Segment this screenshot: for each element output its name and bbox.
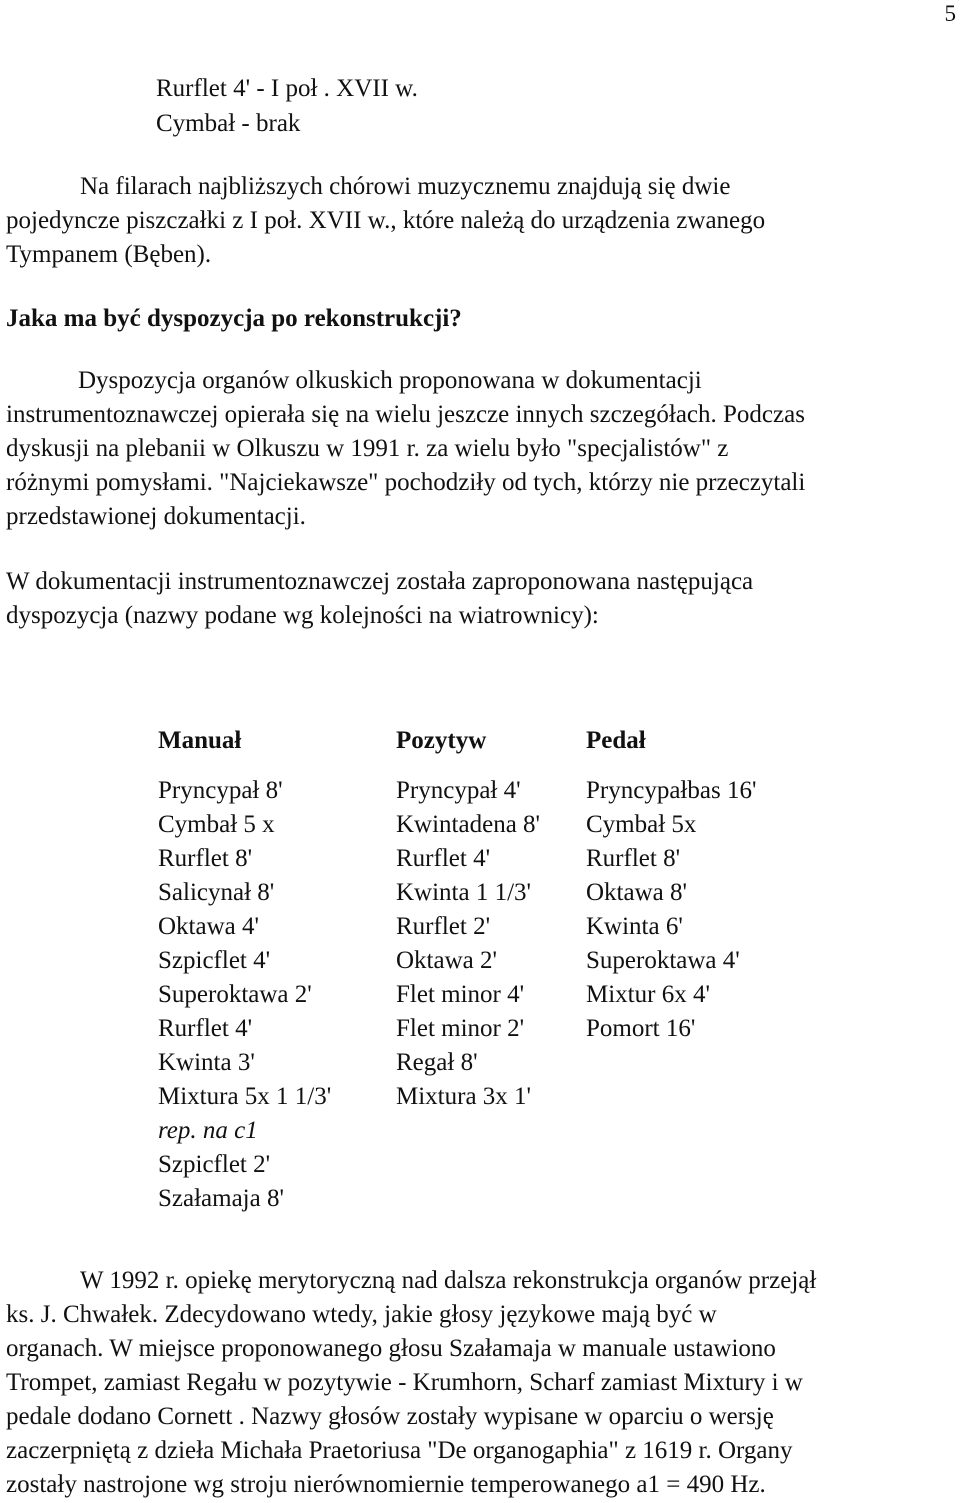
stop-item: Rurflet 8' [158, 845, 253, 872]
column-header-positive: Pozytyw [396, 727, 487, 754]
text-line: dyspozycja (nazwy podane wg kolejności na wiatrownicy): [6, 602, 599, 629]
text-line: przedstawionej dokumentacji. [6, 503, 306, 530]
text-line: pedale dodano Cornett . Nazwy głosów zostały wypisane w oparciu o wersję [6, 1403, 774, 1430]
column-positive [396, 724, 540, 1114]
stop-item: Flet minor 4' [396, 981, 525, 1008]
stop-item: Szałamaja 8' [158, 1185, 284, 1212]
text-line: Tympanem (Bęben). [6, 241, 212, 268]
text-line: Dyspozycja organów olkuskich proponowana w dokumentacji [78, 367, 702, 394]
stop-item: Pryncypałbas 16' [586, 777, 757, 804]
intro-line-2: Cymbał - brak [156, 110, 301, 137]
stop-item: Kwintadena 8' [396, 811, 541, 838]
stop-item: Rurflet 2' [396, 913, 491, 940]
text-line: zostały nastrojone wg stroju nierównomiernie temperowanego a1 = 490 Hz. [6, 1471, 766, 1498]
stop-item: Mixtura 5x 1 1/3' [158, 1083, 332, 1110]
stop-item: Szpicflet 4' [158, 947, 271, 974]
stop-item: Pryncypał 8' [158, 777, 283, 804]
column-header-manual: Manuał [158, 727, 242, 754]
stop-item: Kwinta 3' [158, 1049, 255, 1076]
column-header-pedal: Pedał [586, 727, 646, 754]
section-heading: Jaka ma być dyspozycja po rekonstrukcji? [6, 305, 462, 332]
text-line: Na filarach najbliższych chórowi muzycznemu znajdują się dwie [80, 173, 731, 200]
text-line: W 1992 r. opiekę merytoryczną nad dalsza rekonstrukcja organów przejął [80, 1267, 817, 1294]
repetition-note: rep. na c1 [158, 1117, 258, 1144]
stop-item: Superoktawa 2' [158, 981, 312, 1008]
stop-item: Rurflet 4' [396, 845, 491, 872]
text-line: Trompet, zamiast Regału w pozytywie - Krumhorn, Scharf zamiast Mixtury i w [6, 1369, 803, 1396]
text-line: zaczerpniętą z dzieła Michała Praetoriusa "De organogaphia" z 1619 r. Organy [6, 1437, 793, 1464]
text-line: instrumentoznawczej opierała się na wielu jeszcze innych szczegółach. Podczas [6, 401, 805, 428]
stop-item: Mixtur 6x 4' [586, 981, 710, 1008]
stop-item: Oktawa 4' [158, 913, 260, 940]
intro-line-1: Rurflet 4' - I poł . XVII w. [156, 75, 418, 102]
stop-item: Pomort 16' [586, 1015, 696, 1042]
stop-item: Superoktawa 4' [586, 947, 740, 974]
text-line: dyskusji na plebanii w Olkuszu w 1991 r. za wielu było "specjalistów" z [6, 435, 729, 462]
stop-item: Oktawa 2' [396, 947, 498, 974]
stop-item: Rurflet 4' [158, 1015, 253, 1042]
stop-item: Cymbał 5 x [158, 811, 275, 838]
stop-item: Kwinta 1 1/3' [396, 879, 532, 906]
stop-item: Flet minor 2' [396, 1015, 525, 1042]
text-line: ks. J. Chwałek. Zdecydowano wtedy, jakie głosy językowe mają być w [6, 1301, 717, 1328]
stop-item: Rurflet 8' [586, 845, 681, 872]
stop-item: Cymbał 5x [586, 811, 697, 838]
stop-item: Kwinta 6' [586, 913, 683, 940]
page-number: 5 [944, 1, 956, 26]
stop-item: Mixtura 3x 1' [396, 1083, 532, 1110]
stop-item: Szpicflet 2' [158, 1151, 271, 1178]
text-line: różnymi pomysłami. "Najciekawsze" pochodziły od tych, którzy nie przeczytali [6, 469, 806, 496]
text-line: organach. W miejsce proponowanego głosu Szałamaja w manuale ustawiono [6, 1335, 776, 1362]
stop-item: Oktawa 8' [586, 879, 688, 906]
stop-item: Pryncypał 4' [396, 777, 521, 804]
text-line: pojedyncze piszczałki z I poł. XVII w., które należą do urządzenia zwanego [6, 207, 766, 234]
column-manual [158, 724, 331, 1216]
text-line: W dokumentacji instrumentoznawczej została zaproponowana następująca [6, 568, 754, 595]
stop-item: Regał 8' [396, 1049, 478, 1076]
column-pedal [586, 724, 756, 1046]
stop-item: Salicynał 8' [158, 879, 275, 906]
